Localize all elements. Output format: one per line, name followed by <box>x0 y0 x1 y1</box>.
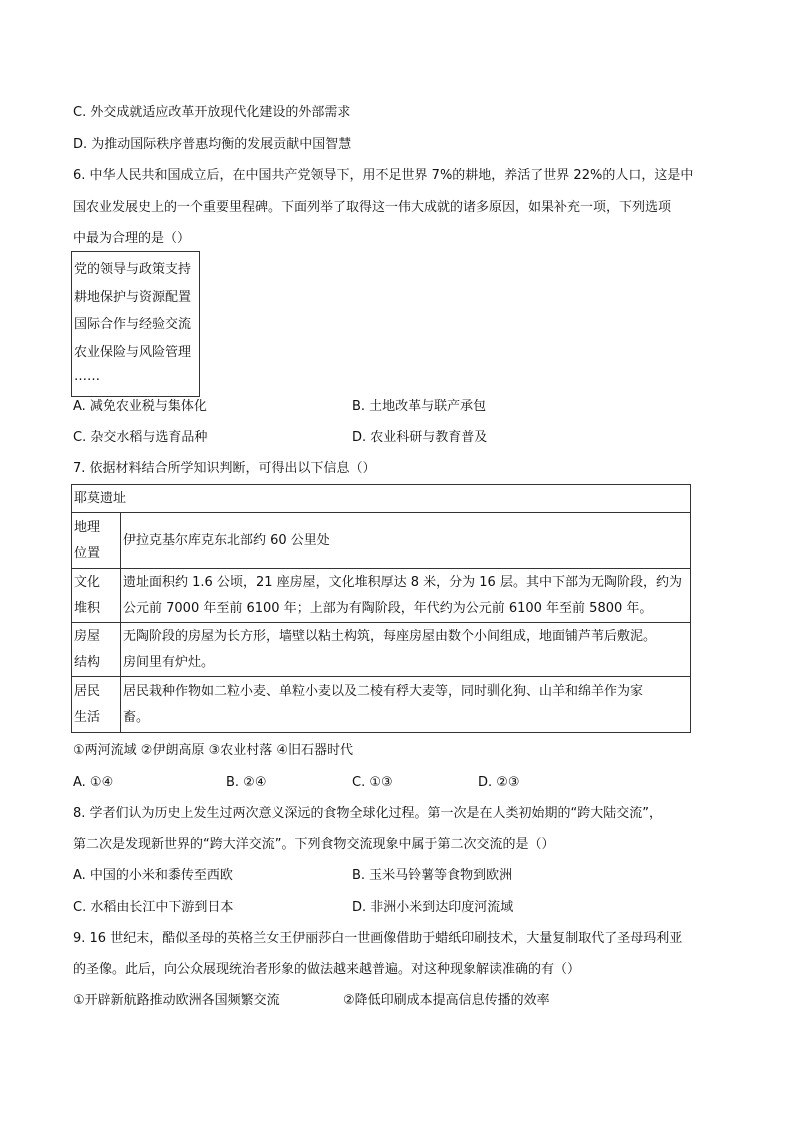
q7-row-text: 遗址面积约 1.6 公顷，21 座房屋，文化堆积厚达 8 米，分为 16 层。其中下部为无陶阶段，约为 公元前 7000 年至前 6100 年；上部为有陶阶段，年代约为公元前 6100 年至前 5800 年。 <box>121 569 691 623</box>
q7-row-label: 文化 堆积 <box>72 569 121 623</box>
q8-option-d: D. 非洲小米到达印度河流域 <box>352 900 514 915</box>
q7-option-c: C. ①③ <box>352 775 393 790</box>
q9-stem-line-2: 的圣像。此后，向公众展现统治者形象的做法越来越普遍。对这种现象解读准确的有（） <box>73 962 581 977</box>
q6-stem-line-1: 6. 中华人民共和国成立后，在中国共产党领导下，用不足世界 7%的耕地，养活了世界 22%的人口，这是中 <box>73 168 694 183</box>
q9-item-1: ①开辟新航路推动欧洲各国频繁交流 <box>73 993 280 1008</box>
q6-stem-line-3: 中最为合理的是（） <box>73 231 191 246</box>
q6-option-c: C. 杂交水稻与选育品种 <box>73 430 208 445</box>
q7-row-text: 居民栽种作物如二粒小麦、单粒小麦以及二棱有稃大麦等，同时驯化狗、山羊和绵羊作为家 畜。 <box>121 677 691 733</box>
q5-option-d: D. 为推动国际秩序普惠均衡的发展贡献中国智慧 <box>73 137 352 152</box>
q6-box-item: 农业保险与风险管理 <box>74 344 192 360</box>
q7-site-table <box>71 484 691 733</box>
q7-row-text: 无陶阶段的房屋为长方形，墙壁以粘土构筑，每座房屋由数个小间组成，地面铺芦苇后敷泥。 房间里有炉灶。 <box>121 623 691 677</box>
q6-option-d: D. 农业科研与教育普及 <box>352 430 488 445</box>
q7-row-label: 居民 生活 <box>72 677 121 733</box>
q6-option-a: A. 减免农业税与集体化 <box>73 399 207 414</box>
q8-stem-line-2: 第二次是发现新世界的“跨大洋交流”。下列食物交流现象中属于第二次交流的是（） <box>73 837 555 852</box>
q6-box-item: 耕地保护与资源配置 <box>74 289 192 305</box>
q6-box-item: …… <box>74 369 100 384</box>
q7-option-a: A. ①④ <box>73 775 114 790</box>
q7-info-line: ①两河流域 ②伊朗高原 ③农业村落 ④旧石器时代 <box>73 743 354 758</box>
q6-box-item: 党的领导与政策支持 <box>74 262 192 277</box>
q7-row-label: 地理 位置 <box>72 513 121 569</box>
q6-box-item: 国际合作与经验交流 <box>74 317 192 332</box>
q8-option-c: C. 水稻由长江中下游到日本 <box>73 900 234 915</box>
q7-table-title: 耶莫遗址 <box>72 485 691 513</box>
q6-option-b: B. 土地改革与联产承包 <box>352 399 487 414</box>
q9-stem-line-1: 9. 16 世纪末，酷似圣母的英格兰女王伊丽莎白一世画像借助于蜡纸印刷技术，大量复制取代了圣母玛利亚 <box>73 931 683 946</box>
q9-item-2: ②降低印刷成本提高信息传播的效率 <box>343 993 550 1008</box>
q7-stem: 7. 依据材料结合所学知识判断，可得出以下信息（） <box>73 461 376 476</box>
q8-option-a: A. 中国的小米和黍传至西欧 <box>73 868 233 883</box>
q7-option-b: B. ②④ <box>226 775 267 790</box>
q5-option-c: C. 外交成就适应改革开放现代化建设的外部需求 <box>73 105 351 120</box>
q6-stem-line-2: 国农业发展史上的一个重要里程碑。下面列举了取得这一伟大成就的诸多原因，如果补充一项，下列选项 <box>73 200 672 215</box>
q7-row-text: 伊拉克基尔库克东北部约 60 公里处 <box>121 513 691 569</box>
q6-reasons-box <box>71 251 200 397</box>
q8-stem-line-1: 8. 学者们认为历史上发生过两次意义深远的食物全球化过程。第一次是在人类初始期的“跨大陆交流”， <box>73 806 663 821</box>
q7-option-d: D. ②③ <box>478 775 520 790</box>
q8-option-b: B. 玉米马铃薯等食物到欧洲 <box>352 868 513 883</box>
q7-row-label: 房屋 结构 <box>72 623 121 677</box>
